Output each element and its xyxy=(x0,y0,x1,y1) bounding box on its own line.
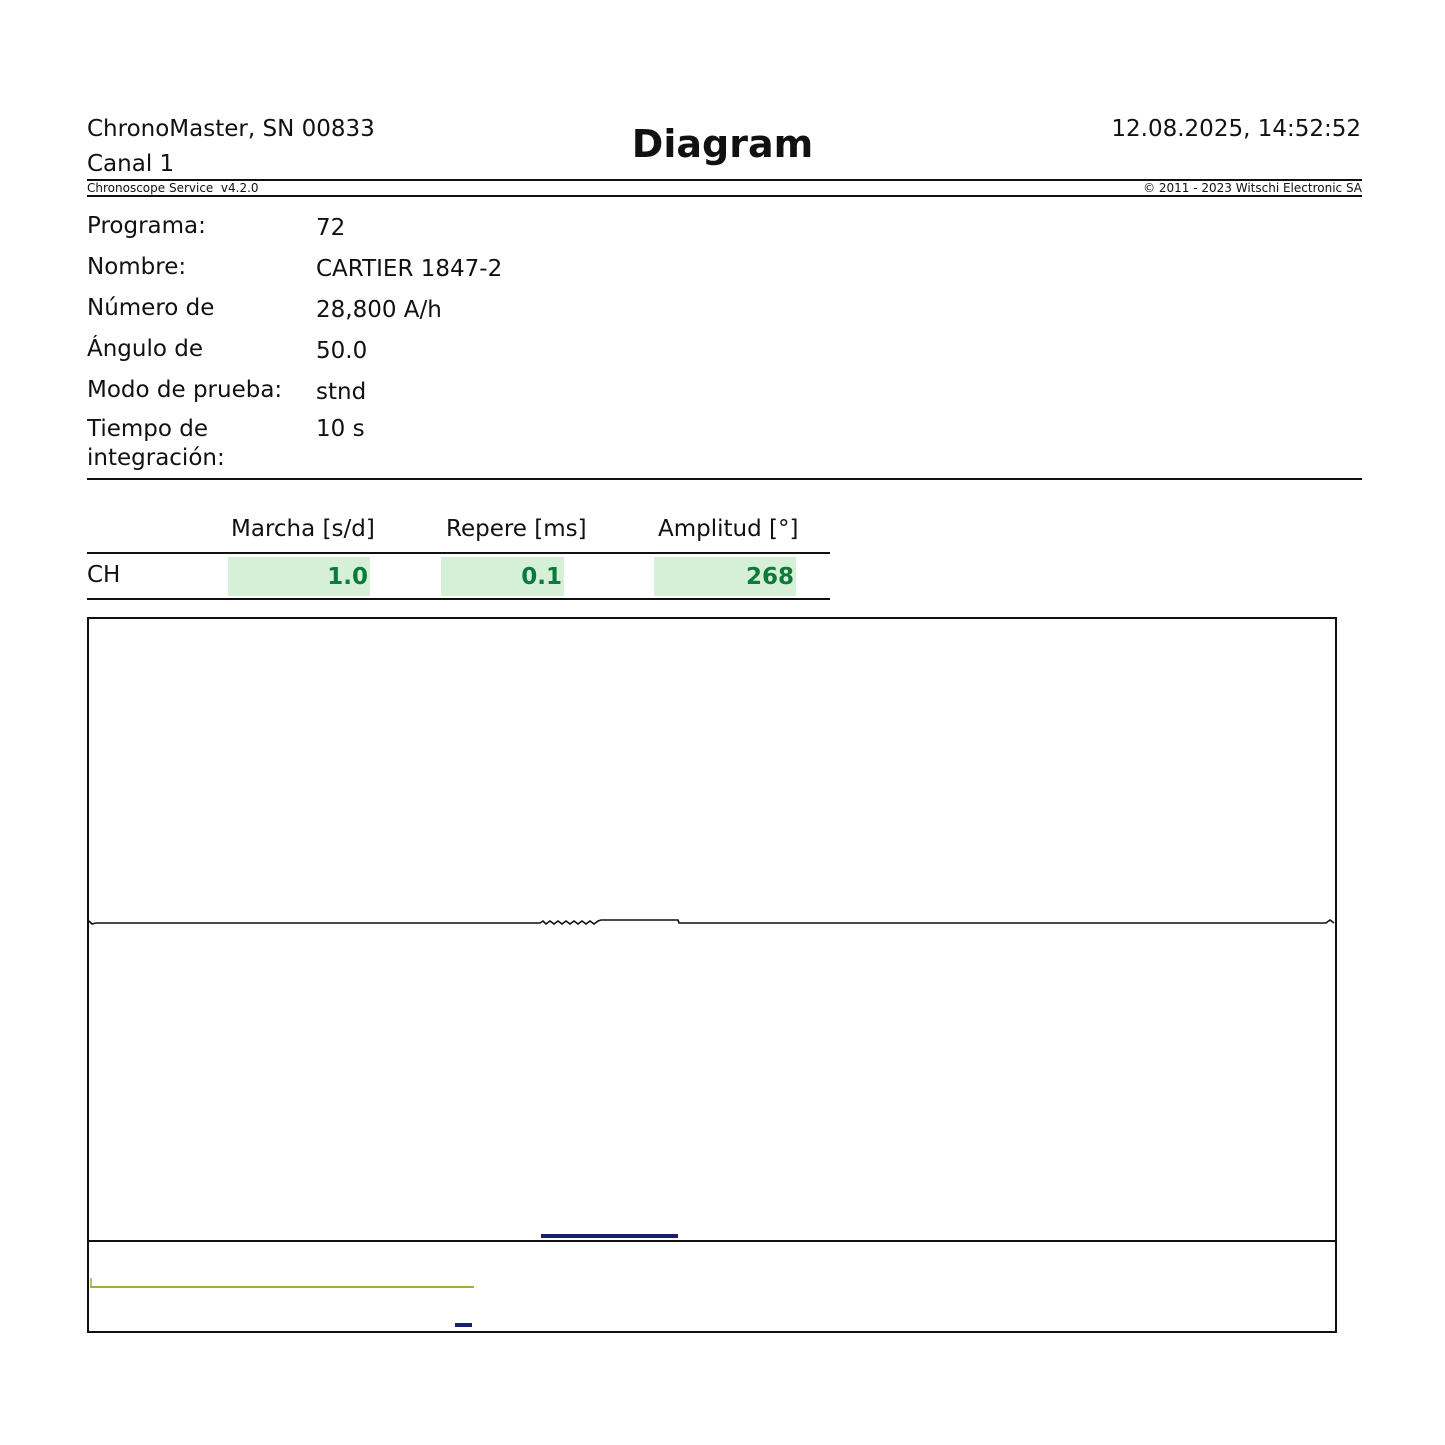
row-label-ch: CH xyxy=(87,562,121,588)
copyright-note: © 2011 - 2023 Witschi Electronic SA xyxy=(1143,181,1362,195)
header-marcha: Marcha [s/d] xyxy=(231,516,375,542)
tiempo-label-line2: integración: xyxy=(87,445,225,471)
angulo-label: Ángulo de xyxy=(87,336,204,362)
header-amplitud: Amplitud [°] xyxy=(658,516,799,542)
value-amplitud: 268 xyxy=(654,557,796,596)
device-name: ChronoMaster, SN 00833 xyxy=(87,116,375,142)
header-repere: Repere [ms] xyxy=(446,516,587,542)
modo-label: Modo de prueba: xyxy=(87,377,283,403)
value-repere: 0.1 xyxy=(441,557,564,596)
numero-label: Número de xyxy=(87,295,215,321)
software-version: Chronoscope Service v4.2.0 xyxy=(87,181,259,195)
numero-value: 28,800 A/h xyxy=(316,297,442,323)
channel-name: Canal 1 xyxy=(87,151,175,177)
value-marcha: 1.0 xyxy=(228,557,370,596)
modo-value: stnd xyxy=(316,379,367,405)
tiempo-value: 10 s xyxy=(316,416,365,442)
nombre-label: Nombre: xyxy=(87,254,187,280)
page-title: Diagram xyxy=(631,122,814,166)
main-trace xyxy=(89,920,1334,924)
nombre-value: CARTIER 1847-2 xyxy=(316,256,503,282)
tiempo-label-line1: Tiempo de xyxy=(87,416,209,442)
programa-label: Programa: xyxy=(87,213,206,239)
angulo-value: 50.0 xyxy=(316,338,368,364)
report-datetime: 12.08.2025, 14:52:52 xyxy=(1111,116,1361,142)
programa-value: 72 xyxy=(316,215,346,241)
